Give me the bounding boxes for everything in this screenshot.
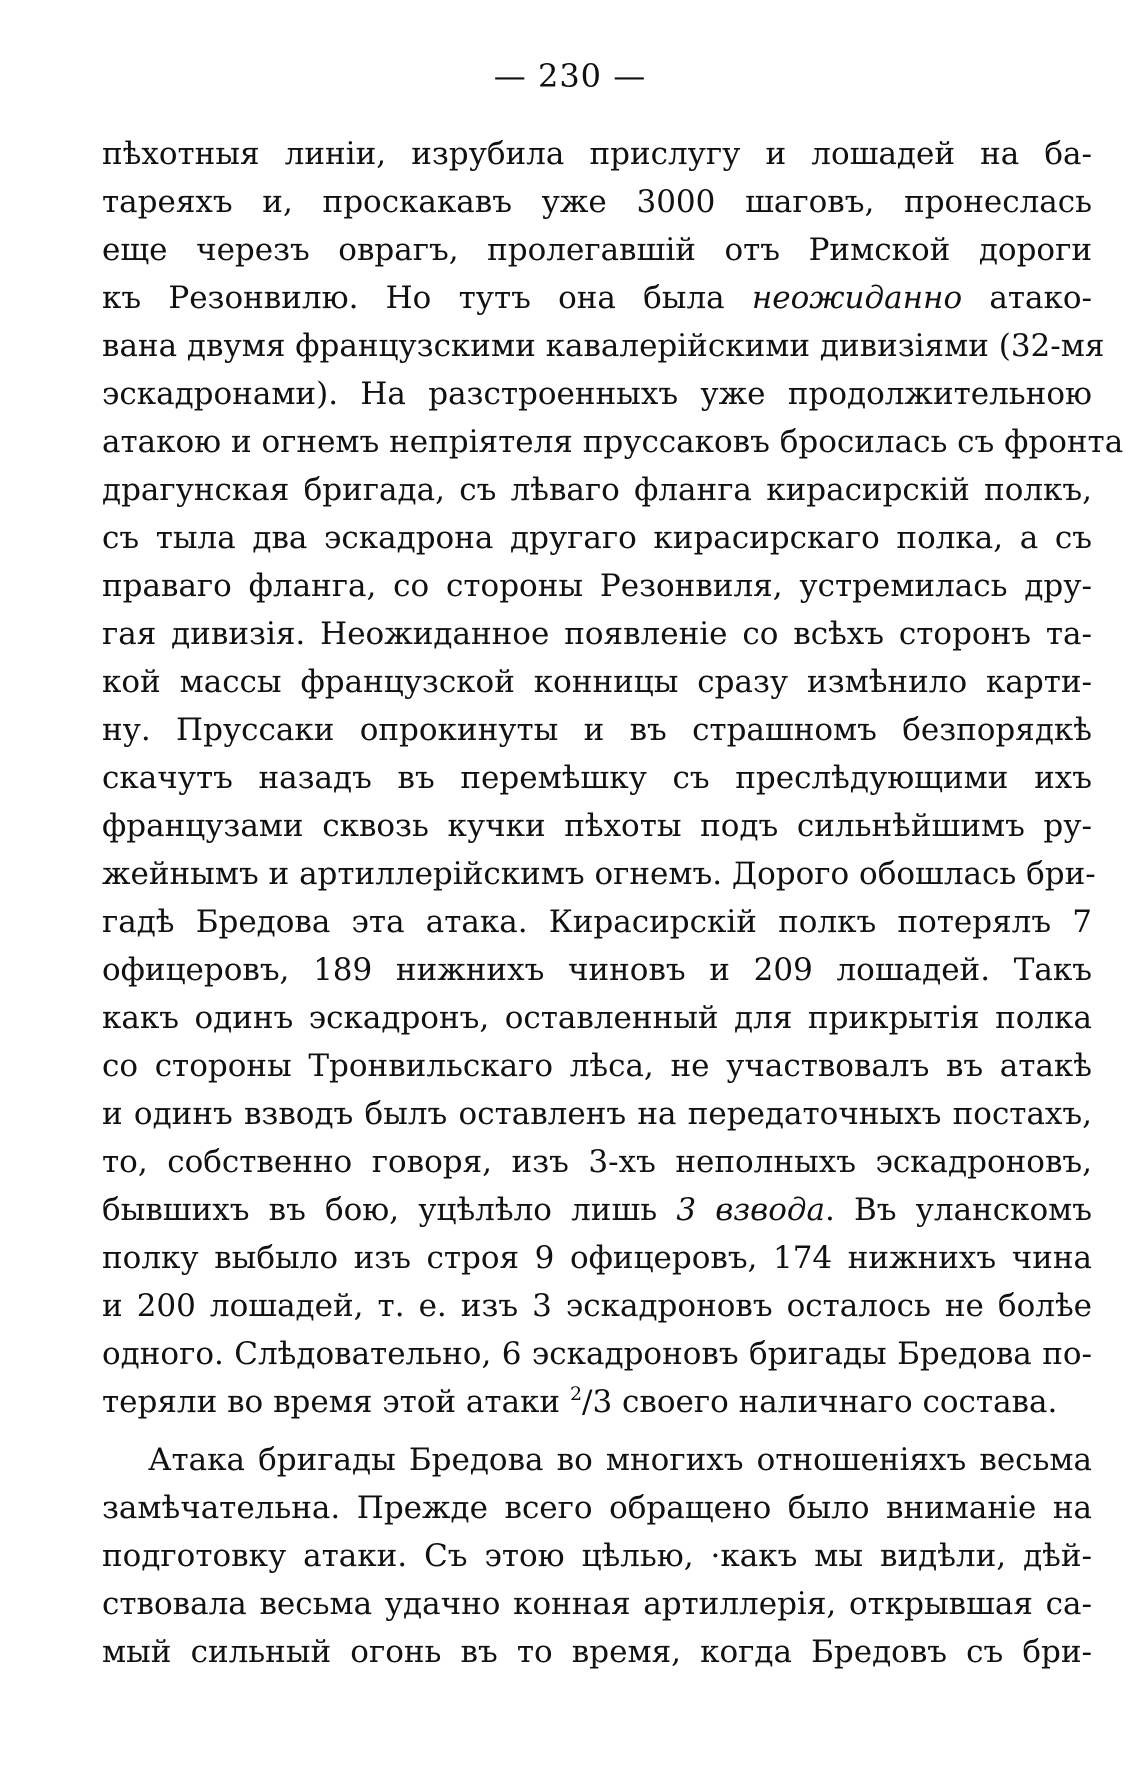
text-line: полку выбыло изъ строя 9 офицеровъ, 174 нижнихъ чина	[102, 1240, 1092, 1276]
paragraph-2	[102, 1436, 1092, 1676]
text-line: то, собственно говоря, изъ 3-хъ неполныхъ эскадроновъ,	[102, 1144, 1092, 1180]
text-line: гадѣ Бредова эта атака. Кирасирскій полкъ потерялъ 7	[102, 904, 1092, 940]
text-line: кой массы французской конницы сразу измѣнило карти-	[102, 664, 1092, 700]
text-line: Атака бригады Бредова во многихъ отношеніяхъ весьма	[148, 1442, 1092, 1478]
text-line: вана двумя французскими кавалерійскими дивизіями (32-мя	[102, 328, 1105, 364]
text-line: какъ одинъ эскадронъ, оставленный для прикрытія полка	[102, 1000, 1092, 1036]
paragraph-1	[102, 130, 1124, 1426]
text-line: къ Резонвилю. Но тутъ она была неожиданно атако-	[102, 280, 1093, 316]
page-number: — 230 —	[493, 57, 647, 95]
fraction-numerator: 2	[569, 1383, 583, 1405]
text-line: теряли во время этой атаки $^2$/3 своего наличнаго состава.	[102, 1383, 1058, 1420]
text-line: еще черезъ оврагъ, пролегавшій отъ Римской дороги	[102, 232, 1092, 268]
text-line: офицеровъ, 189 нижнихъ чиновъ и 209 лошадей. Такъ	[102, 952, 1092, 988]
text-line: и 200 лошадей, т. е. изъ 3 эскадроновъ осталось не болѣе	[102, 1288, 1092, 1324]
text-line: французами сквозь кучки пѣхоты подъ сильнѣйшимъ ру-	[102, 808, 1092, 844]
text-line: ну. Пруссаки опрокинуты и въ страшномъ безпорядкѣ	[102, 712, 1092, 748]
text-line: скачутъ назадъ въ перемѣшку съ преслѣдующими ихъ	[102, 760, 1092, 796]
text-line: праваго фланга, со стороны Резонвиля, устремилась дру-	[102, 568, 1092, 604]
body-text	[102, 130, 1124, 1676]
text-line: бывшихъ въ бою, уцѣлѣло лишь 3 взвода. Въ уланскомъ	[102, 1192, 1092, 1228]
emphasized-text: 3 взвода	[676, 1192, 825, 1228]
text-line: замѣчательна. Прежде всего обращено было вниманіе на	[102, 1490, 1092, 1526]
text-line: гая дивизія. Неожиданное появленіе со всѣхъ сторонъ та-	[102, 616, 1092, 652]
text-line: одного. Слѣдовательно, 6 эскадроновъ бригады Бредова по-	[102, 1336, 1092, 1372]
text-line: тареяхъ и, проскакавъ уже 3000 шаговъ, пронеслась	[102, 184, 1092, 220]
text-line: эскадронами). На разстроенныхъ уже продолжительною	[102, 376, 1092, 412]
text-line: пѣхотныя линіи, изрубила прислугу и лошадей на ба-	[102, 136, 1092, 172]
text-line: со стороны Тронвильскаго лѣса, не участвовалъ въ атакѣ	[102, 1048, 1092, 1084]
text-line: подготовку атаки. Съ этою цѣлью, ·какъ мы видѣли, дѣй-	[102, 1538, 1092, 1574]
text-line: драгунская бригада, съ лѣваго фланга кирасирскій полкъ,	[102, 472, 1092, 508]
text-line: ствовала весьма удачно конная артиллерія, открывшая са-	[102, 1586, 1092, 1622]
text-line: и одинъ взводъ былъ оставленъ на передаточныхъ постахъ,	[102, 1096, 1092, 1132]
emphasized-text: неожиданно	[751, 280, 963, 316]
text-line: жейнымъ и артиллерійскимъ огнемъ. Дорого обошлась бри-	[102, 856, 1096, 892]
text-line: мый сильный огонь въ то время, когда Бредовъ съ бри-	[102, 1634, 1092, 1670]
text-line: атакою и огнемъ непріятеля пруссаковъ бросилась съ фронта	[102, 424, 1124, 460]
text-line: съ тыла два эскадрона другаго кирасирскаго полка, а съ	[102, 520, 1092, 556]
